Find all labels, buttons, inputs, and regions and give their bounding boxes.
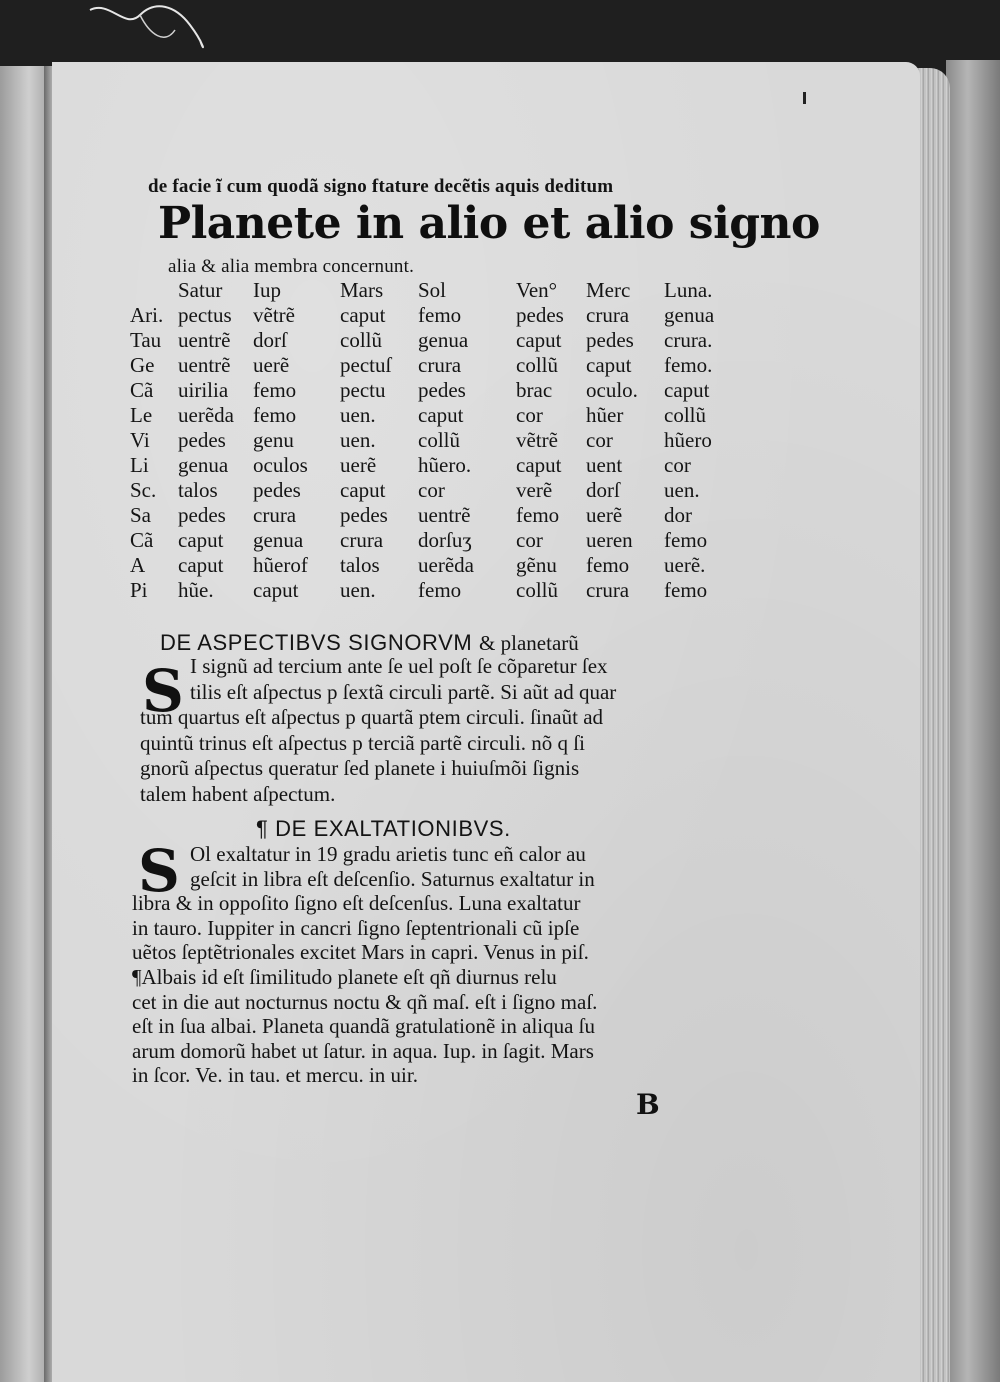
table-row [130,578,734,603]
body-part-cell: hũer [586,403,624,427]
body-part-cell: caput [418,403,464,427]
exaltations-drop-cap: S [138,837,180,905]
body-part-cell: hũerof [253,553,308,577]
table-body [130,303,734,603]
body-part-cell: uentrẽ [178,353,231,377]
body-part-cell: cor [516,403,543,427]
table-header-cell: Satur [178,278,223,302]
body-part-cell: uent [586,453,623,477]
body-part-cell: ueren [586,528,633,552]
text-line: in ſcor. Ve. in tau. et mercu. in uir. [132,1063,418,1088]
body-part-cell: hũe. [178,578,214,602]
body-part-cell: verẽ [516,478,553,502]
body-part-cell: collũ [418,428,460,452]
signature-mark: B [636,1088,660,1121]
body-part-cell: caput [178,528,224,552]
sign-cell: Le [130,403,153,427]
body-part-cell: caput [664,378,710,402]
body-part-cell: collũ [516,353,558,377]
sign-cell: Pi [130,578,148,602]
body-part-cell: pectus [178,303,232,327]
body-part-cell: collũ [516,578,558,602]
body-part-cell: caput [516,453,562,477]
sign-cell: Vi [130,428,150,452]
text-line: Ol exaltatur in 19 gradu arietis tunc eñ calor au [190,842,586,866]
text-line: I signũ ad tercium ante ſe uel poſt ſe cõparetur ſex [190,654,608,678]
body-part-cell: crura. [664,328,713,352]
body-part-cell: caput [253,578,299,602]
table-row [130,428,734,453]
body-part-cell: hũero. [418,453,472,477]
table-row [130,378,734,403]
text-line: eſt in ſua albai. Planeta quandã gratulationẽ in aliqua ſu [132,1014,596,1039]
body-part-cell: femo [516,503,560,527]
text-line: ¶Albais id eſt ſimilitudo planete eſt qñ diurnus relu [132,965,557,989]
sign-cell: Li [130,453,149,477]
body-part-cell: hũero [664,428,712,452]
body-part-cell: brac [516,378,553,402]
table-header-cell: Merc [586,278,631,302]
exaltations-title-main: DE EXALTATIONIBVS. [275,816,511,841]
body-part-cell: dorſ [586,478,620,502]
body-part-cell: uerẽda [178,403,234,427]
body-part-cell: crura [586,303,630,327]
body-part-cell: collũ [340,328,382,352]
aspects-title-main: DE ASPECTIBVS SIGNORVM [160,630,473,655]
body-part-cell: pedes [586,328,634,352]
text-line: libra & in oppoſito ſigno eſt deſcenſus. Luna exaltatur [132,891,581,916]
sign-cell: Ge [130,353,155,377]
text-line: cet in die aut nocturnus noctu & qñ maſ. eſt i ſigno maſ. [132,989,598,1014]
sign-cell: Cã [130,528,154,552]
body-part-cell: pedes [418,378,466,402]
aspects-title-tail: & planetarũ [479,631,579,655]
body-part-cell: pedes [178,428,226,452]
page-heading: Planete in alio et alio signo [158,198,820,249]
table-header-cell: Iup [253,278,281,302]
body-part-cell: caput [178,553,224,577]
body-part-cell: collũ [664,403,706,427]
body-part-cell: pectu [340,378,386,402]
table-row [130,503,734,528]
text-line: arum domorũ habet ut ſatur. in aqua. Iup. in ſagit. Mars [132,1038,594,1063]
text-line: tum quartus eſt aſpectus p quartã ptem circuli. ſinaũt ad [140,705,604,729]
body-part-cell: femo [418,303,462,327]
body-part-cell: uen. [340,428,376,452]
body-part-cell: pedes [253,478,301,502]
body-part-cell: caput [340,303,386,327]
body-part-cell: femo. [664,353,713,377]
body-part-cell: genu [253,428,294,452]
body-part-cell: femo [664,528,708,552]
body-part-cell: pectuſ [340,353,392,377]
body-part-cell: uerẽ [340,453,377,477]
body-part-cell: dor [664,503,692,527]
table-header-cell [130,278,178,303]
body-part-cell: caput [340,478,386,502]
body-part-cell: oculo. [586,378,638,402]
text-line: geſcit in libra eſt deſcenſio. Saturnus exaltatur in [190,866,595,891]
body-part-cell: caput [586,353,632,377]
body-part-cell: uentrẽ [418,503,471,527]
top-line: de facie ĩ cum quodã signo ftature decẽtis aquis deditum [148,176,614,197]
body-part-cell: genua [418,328,469,352]
body-part-cell: dorſ [253,328,287,352]
body-part-cell: gẽnu [516,553,557,577]
body-part-cell: genua [253,528,304,552]
table-header-cell: Luna. [664,278,713,302]
sign-cell: Cã [130,378,154,402]
body-part-cell: cor [586,428,613,452]
text-line: in tauro. Iuppiter in cancri ſigno ſeptentrionali cũ ipſe [132,915,580,940]
body-part-cell: cor [418,478,445,502]
body-part-cell: uirilia [178,378,229,402]
table-row [130,328,734,353]
body-part-cell: dorſuʒ [418,528,472,552]
table-row [130,353,734,378]
table-header-cell: Ven° [516,278,558,302]
heading-subline: alia & alia membra concernunt. [168,256,415,277]
body-part-cell: genua [178,453,229,477]
table-header-row [130,278,734,303]
aspects-drop-cap: S [142,657,184,725]
body-part-cell: oculos [253,453,308,477]
body-part-cell: pedes [178,503,226,527]
body-part-cell: crura [418,353,462,377]
body-part-cell: caput [516,328,562,352]
body-part-cell: uerẽ. [664,553,706,577]
table-header-cell: Mars [340,278,384,302]
text-line: tilis eſt aſpectus p ſextã circuli partẽ. Si aũt ad quar [190,679,617,704]
body-part-cell: uen. [340,403,376,427]
sign-cell: Ari. [130,303,164,327]
sign-cell: Sa [130,503,151,527]
body-part-cell: uerẽ [586,503,623,527]
text-line: gnorũ aſpectus queratur ſed planete i huiuſmõi ſignis [140,756,580,780]
body-part-cell: femo [253,403,297,427]
body-part-cell: cor [516,528,543,552]
body-part-cell: femo [586,553,630,577]
text-line: quintũ trinus eſt aſpectus p terciã partẽ circuli. nõ q ſi [140,730,585,755]
table-row [130,478,734,503]
body-part-cell: crura [586,578,630,602]
body-part-cell: pedes [340,503,388,527]
text-line: uẽtos ſeptẽtrionales excitet Mars in capri. Venus in piſ. [132,940,589,965]
table-row [130,453,734,478]
body-part-cell: talos [340,553,380,577]
body-part-cell: uerẽ [253,353,290,377]
body-part-cell: uen. [340,578,376,602]
body-part-cell: femo [664,578,708,602]
text-line: talem habent aſpectum. [140,781,336,806]
body-part-cell: pedes [516,303,564,327]
table-row [130,528,734,553]
table-header-cell: Sol [418,278,447,302]
body-part-cell: femo [418,578,462,602]
table-row [130,403,734,428]
body-part-cell: uerẽda [418,553,474,577]
table-row [130,553,734,578]
body-part-cell: genua [664,303,715,327]
body-part-cell: crura [253,503,297,527]
body-part-cell: femo [253,378,297,402]
sign-cell: A [130,553,146,577]
body-part-cell: crura [340,528,384,552]
body-part-cell: uen. [664,478,700,502]
body-part-cell: vẽtrẽ [253,303,295,327]
sign-cell: Sc. [130,478,157,502]
planet-sign-table [130,278,734,603]
aspects-title [160,630,579,656]
body-part-cell: cor [664,453,691,477]
pilcrow-mark: ¶ [256,816,269,841]
table-row [130,303,734,328]
sign-cell: Tau [130,328,162,352]
body-part-cell: uentrẽ [178,328,231,352]
body-part-cell: vẽtrẽ [516,428,558,452]
body-part-cell: talos [178,478,218,502]
exaltations-title [256,816,511,842]
